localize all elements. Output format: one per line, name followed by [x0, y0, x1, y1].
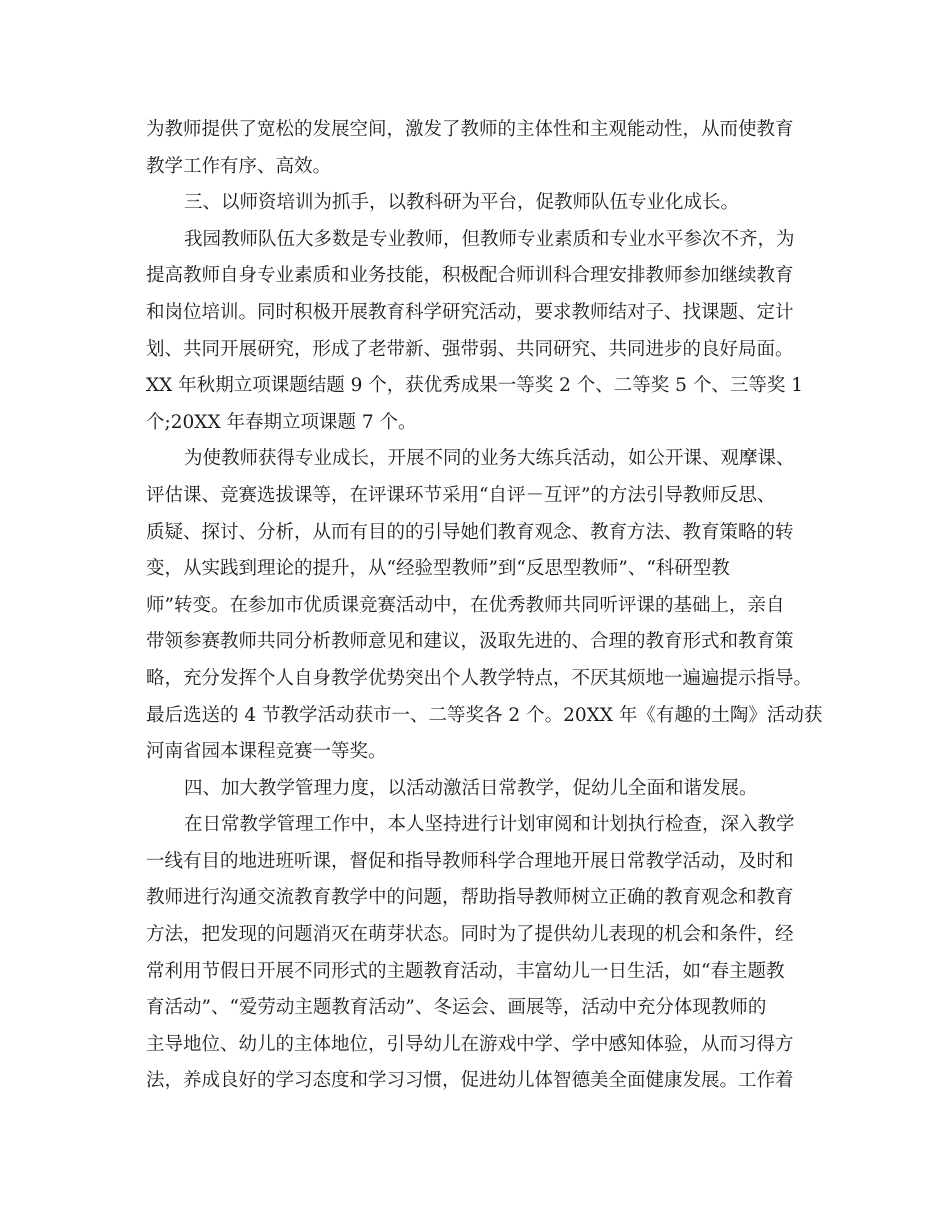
- text-line: 教学工作有序、高效。: [146, 155, 332, 177]
- text-line: 在日常教学管理工作中，本人坚持进行计划审阅和计划执行检查，深入教学: [184, 814, 795, 836]
- text-line: 和岗位培训。同时积极开展教育科学研究活动，要求教师结对子、找课题、定计: [146, 301, 794, 323]
- text-line: 教师进行沟通交流教育教学中的问题，帮助指导教师树立正确的教育观念和教育: [146, 887, 794, 909]
- text-line: 主导地位、幼儿的主体地位，引导幼儿在游戏中学、学中感知体验，从而习得方: [146, 1033, 794, 1055]
- text-line: 略，充分发挥个人自身教学优势突出个人教学特点，不厌其烦地一遍遍提示指导。: [146, 667, 813, 689]
- text-line: 带领参赛教师共同分析教师意见和建议，汲取先进的、合理的教育形式和教育策: [146, 631, 794, 653]
- text-line: 三、以师资培训为抓手，以教科研为平台，促教师队伍专业化成长。: [184, 192, 740, 214]
- text-line: 划、共同开展研究，形成了老带新、强带弱、共同研究、共同进步的良好局面。: [146, 338, 794, 360]
- text-line: 常利用节假日开展不同形式的主题教育活动，丰富幼儿一日生活，如“春主题教: [146, 960, 785, 982]
- text-line: 河南省园本课程竞赛一等奖。: [146, 741, 387, 763]
- body-text: [146, 112, 826, 1100]
- text-line: 育活动”、“爱劳动主题教育活动”、冬运会、画展等，活动中充分体现教师的: [146, 997, 767, 1019]
- text-line: 提高教师自身专业素质和业务技能，积极配合师训科合理安排教师参加继续教育: [146, 265, 794, 287]
- text-line: 个;20XX 年春期立项课题 7 个。: [146, 411, 417, 433]
- text-line: 变，从实践到理论的提升，从“经验型教师”到“反思型教师”、“科研型教: [146, 558, 730, 580]
- text-line: XX 年秋期立项课题结题 9 个，获优秀成果一等奖 2 个、二等奖 5 个、三等奖 1: [146, 375, 803, 397]
- text-line: 我园教师队伍大多数是专业教师，但教师专业素质和专业水平参次不齐，为: [184, 228, 795, 250]
- text-line: 方法，把发现的问题消灭在萌芽状态。同时为了提供幼儿表现的机会和条件，经: [146, 924, 794, 946]
- text-line: 一线有目的地进班听课，督促和指导教师科学合理地开展日常教学活动，及时和: [146, 850, 794, 872]
- text-line: 为教师提供了宽松的发展空间，激发了教师的主体性和主观能动性，从而使教育: [146, 119, 794, 140]
- text-line: 评估课、竞赛选拔课等，在评课环节采用“自评－互评”的方法引导教师反思、: [146, 484, 776, 506]
- text-line: 法，养成良好的学习态度和学习习惯，促进幼儿体智德美全面健康发展。工作着: [146, 1070, 794, 1092]
- text-line: 四、加大教学管理力度，以活动激活日常教学，促幼儿全面和谐发展。: [184, 777, 758, 799]
- text-line: 质疑、探讨、分析，从而有目的的引导她们教育观念、教育方法、教育策略的转: [146, 521, 794, 543]
- text-line: 最后选送的 4 节教学活动获市一、二等奖各 2 个。20XX 年《有趣的土陶》活动获: [146, 704, 823, 726]
- text-line: 为使教师获得专业成长，开展不同的业务大练兵活动，如公开课、观摩课、: [184, 448, 795, 470]
- text-line: 师”转变。在参加市优质课竞赛活动中，在优秀教师共同听评课的基础上，亲自: [146, 594, 785, 616]
